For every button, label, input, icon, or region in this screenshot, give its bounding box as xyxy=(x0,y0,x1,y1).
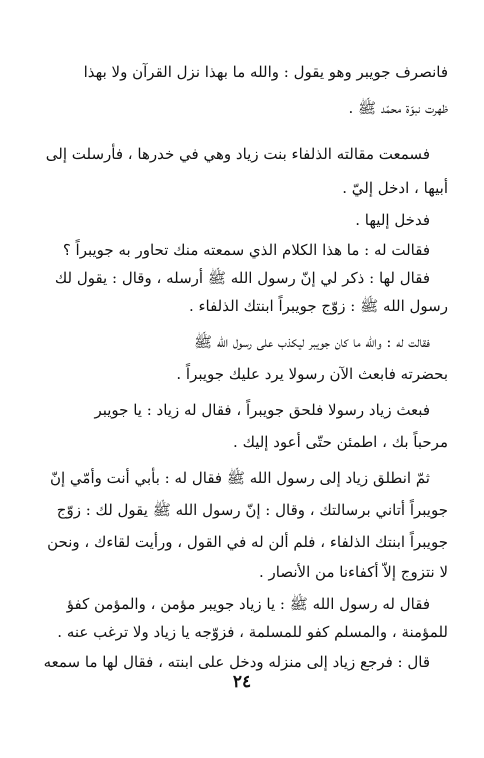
text-line: فقال لها : ذكر لي إنّ رسول الله ﷺ أرسله ، وقال : يقول لك xyxy=(54,269,430,287)
text-line: ثمّ انطلق زياد إلى رسول الله ﷺ فقال له : بأبي أنت وأمّي إنّ xyxy=(49,469,430,487)
text-line: رسول الله ﷺ : زوّج جويبراً ابنتك الذلفاء . xyxy=(188,297,448,315)
text-line: ظهرت نبوّة محمّد ﷺ . xyxy=(348,99,448,117)
text-line: فانصرف جويبر وهو يقول : والله ما بهذا نزل القرآن ولا بهذا xyxy=(83,63,448,81)
text-line: فقالت له : والله ما كان جويبر ليكذب على رسول الله ﷺ xyxy=(194,333,430,351)
text-line: فسمعت مقالته الذلفاء بنت زياد وهي في خدرها ، فأرسلت إلى xyxy=(45,145,430,163)
text-line: بحضرته فابعث الآن رسولا يرد عليك جويبراً . xyxy=(176,365,448,383)
text-line: لا نتزوج إلاّ أكفاءنا من الأنصار . xyxy=(259,563,448,581)
page-number: ٢٤ xyxy=(232,672,252,692)
text-line: فقال له رسول الله ﷺ : يا زياد جويبر مؤمن ، والمؤمن كفؤ xyxy=(66,595,430,613)
text-line: جويبراً ابنتك الذلفاء ، فلم ألن له في القول ، ورأيت لقاءك ، ونحن xyxy=(47,533,448,551)
text-line: جويبراً أتاني برسالتك ، وقال : إنّ رسول الله ﷺ يقول لك : زوّج xyxy=(56,501,448,519)
text-line: فبعث زياد رسولا فلحق جويبراً ، فقال له زياد : يا جويبر xyxy=(94,401,430,419)
text-line: أبيها ، ادخل إليّ . xyxy=(342,179,448,197)
text-line: فدخل إليها . xyxy=(355,211,430,229)
text-line: للمؤمنة ، والمسلم كفو للمسلمة ، فزوّجه يا زياد ولا ترغب عنه . xyxy=(57,623,448,641)
text-line: فقالت له : ما هذا الكلام الذي سمعته منك تحاور به جويبراً ؟ xyxy=(62,241,430,259)
text-line: مرحباً بك ، اطمئن حتّى أعود إليك . xyxy=(233,433,448,451)
text-line: قال : فرجع زياد إلى منزله ودخل على ابنته ، فقال لها ما سمعه xyxy=(43,653,430,671)
